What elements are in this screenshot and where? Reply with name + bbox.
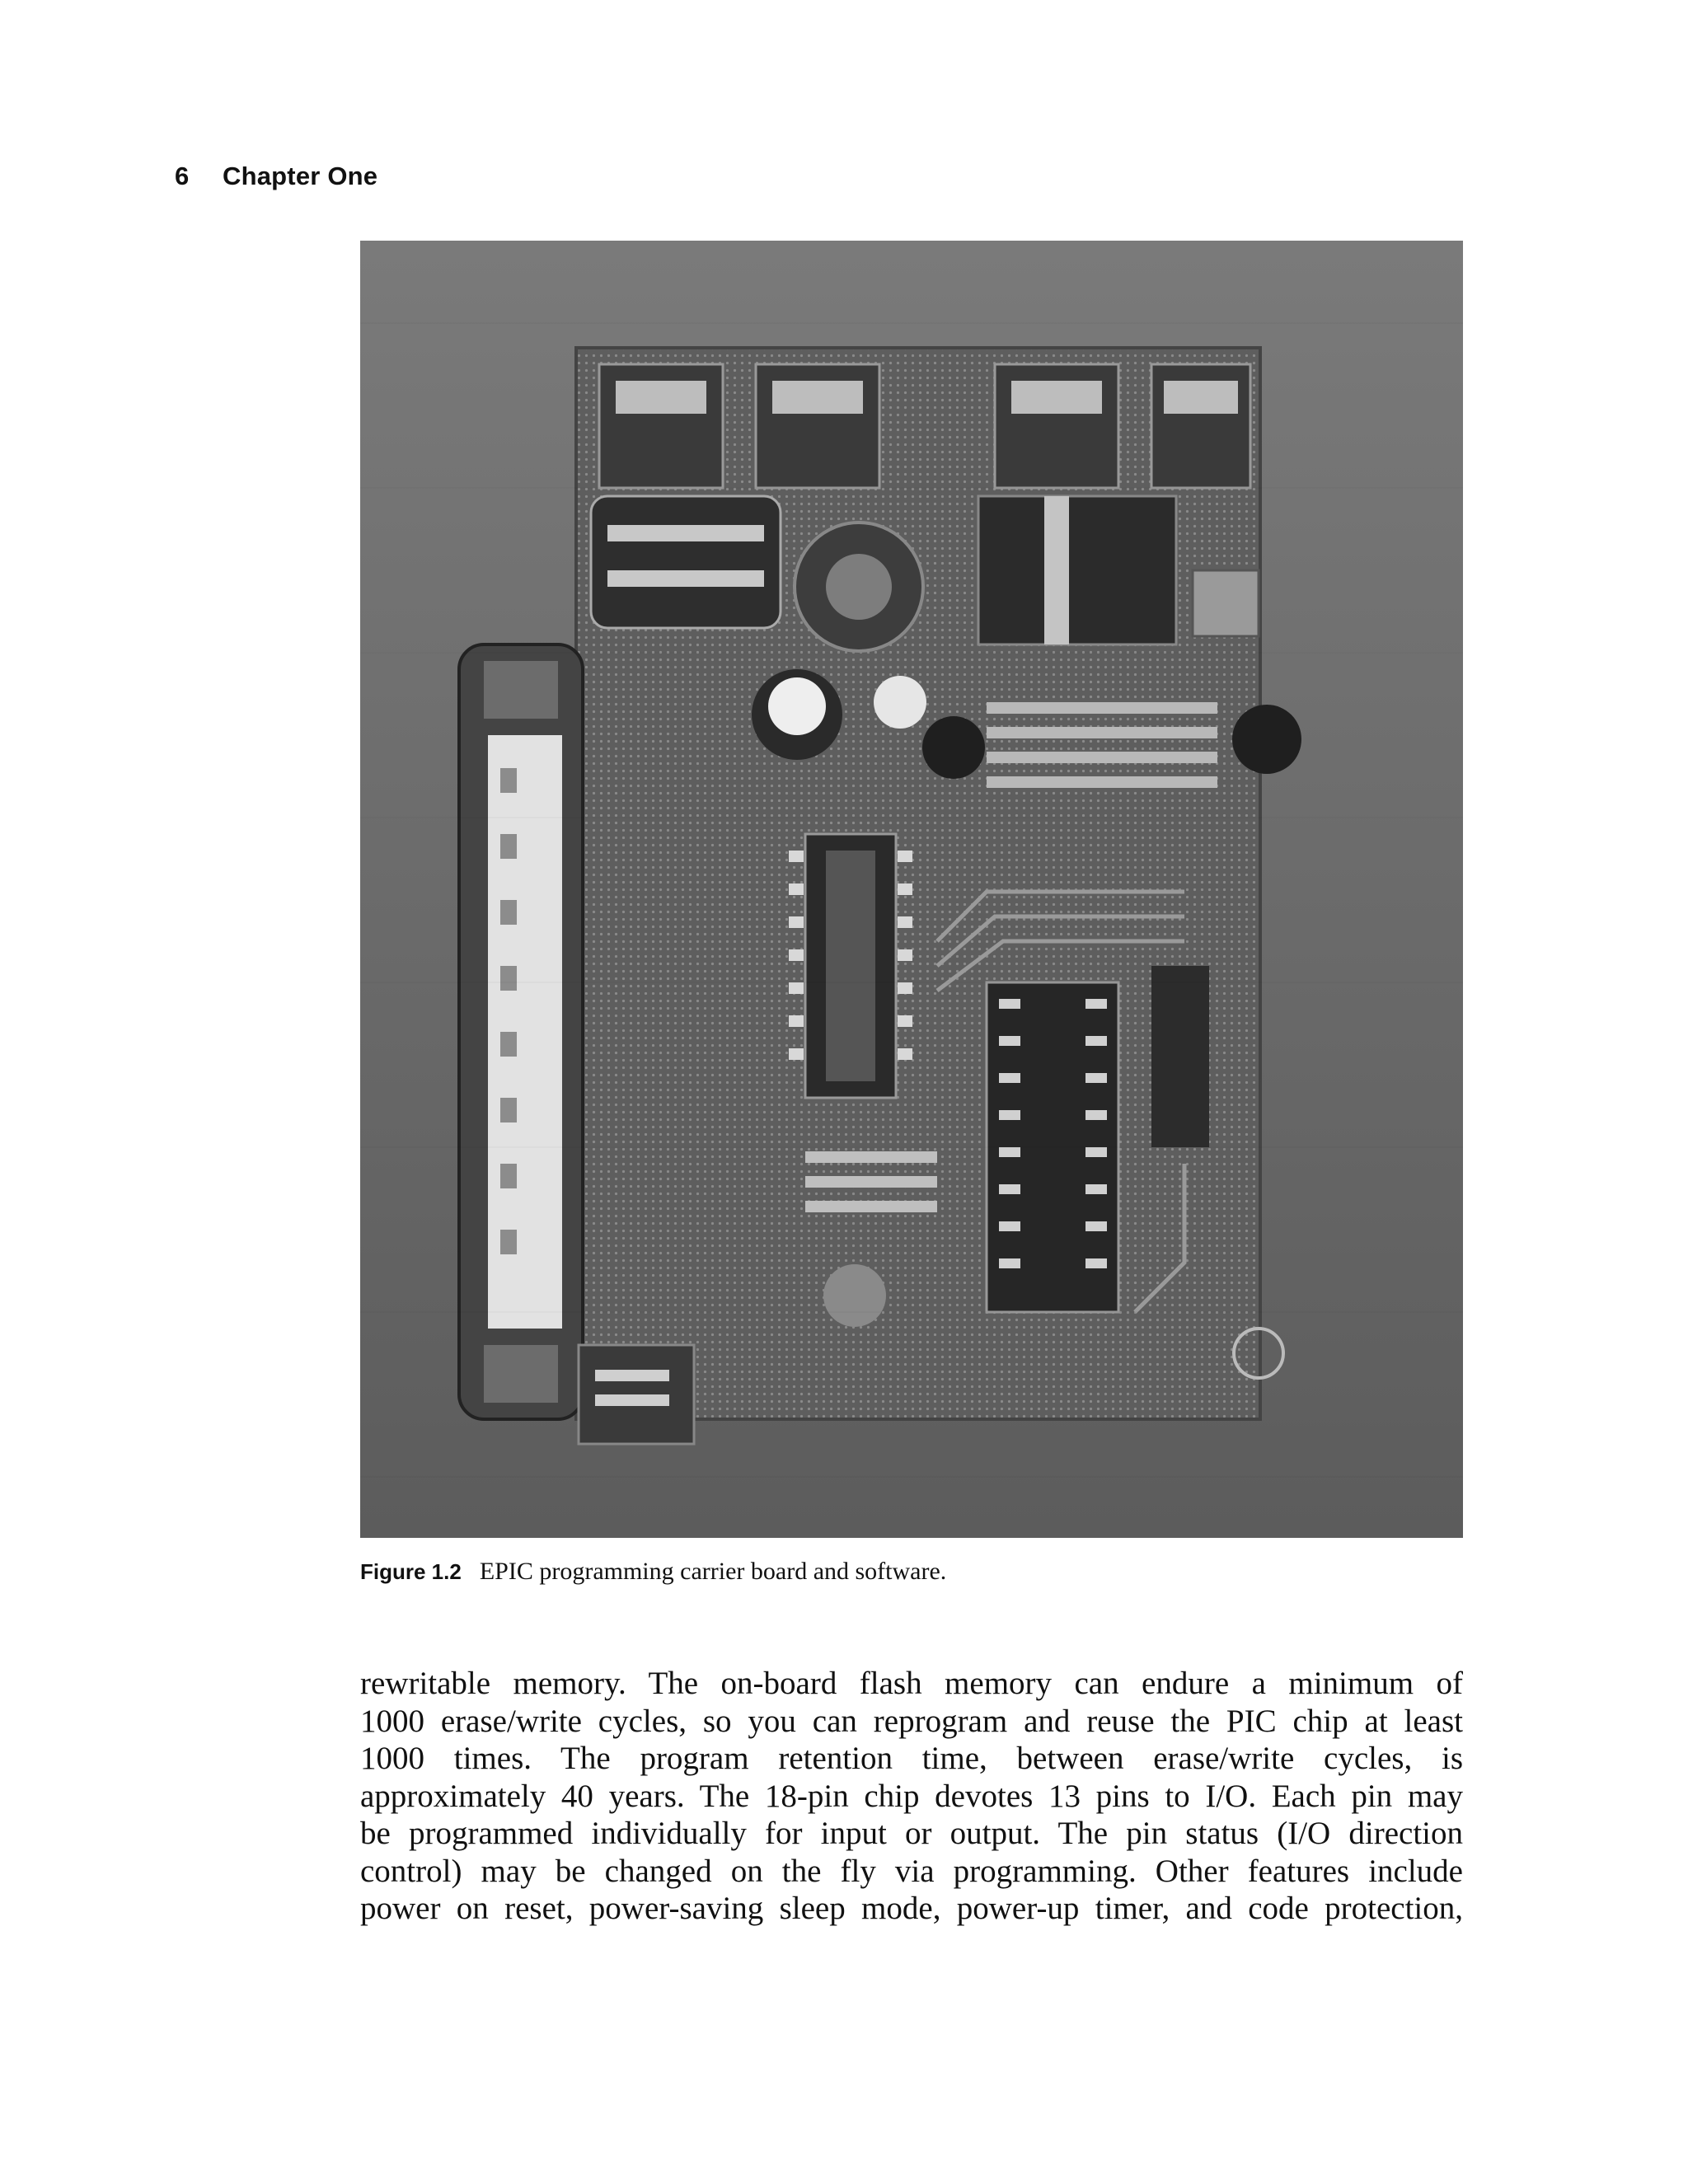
- body-paragraph: [360, 1665, 1463, 1928]
- chapter-title: Chapter One: [223, 162, 378, 190]
- body-line: rewritable memory. The on-board flash memory can endure a minimum of: [360, 1666, 1463, 1701]
- led-top: [1193, 570, 1259, 636]
- body-line: power on reset, power-saving sleep mode, power-up timer, and code protection,: [360, 1891, 1463, 1926]
- body-line: 1000 times. The program retention time, between erase/write cycles, is: [360, 1741, 1463, 1776]
- regulator: [978, 496, 1176, 644]
- figure-label: Figure 1.2: [360, 1559, 462, 1584]
- body-line: approximately 40 years. The 18-pin chip devotes 13 pins to I/O. Each pin may: [360, 1778, 1463, 1814]
- running-header: [175, 162, 377, 191]
- figure-caption: [360, 1558, 946, 1586]
- body-line: control) may be changed on the fly via programming. Other features include: [360, 1853, 1463, 1889]
- figure-caption-text: EPIC programming carrier board and software.: [479, 1558, 947, 1585]
- body-line: 1000 erase/write cycles, so you can reprogram and reuse the PIC chip at least: [360, 1703, 1463, 1739]
- page-number: 6: [175, 162, 190, 190]
- figure-photo-epic-board: [360, 241, 1463, 1538]
- body-line: be programmed individually for input or output. The pin status (I/O direction: [360, 1816, 1463, 1851]
- led-indicator: [823, 1264, 886, 1327]
- crystal: [591, 496, 781, 628]
- circuit-board-photo: [360, 241, 1463, 1538]
- capacitor-small: [874, 676, 926, 729]
- pin-header: [1151, 966, 1209, 1147]
